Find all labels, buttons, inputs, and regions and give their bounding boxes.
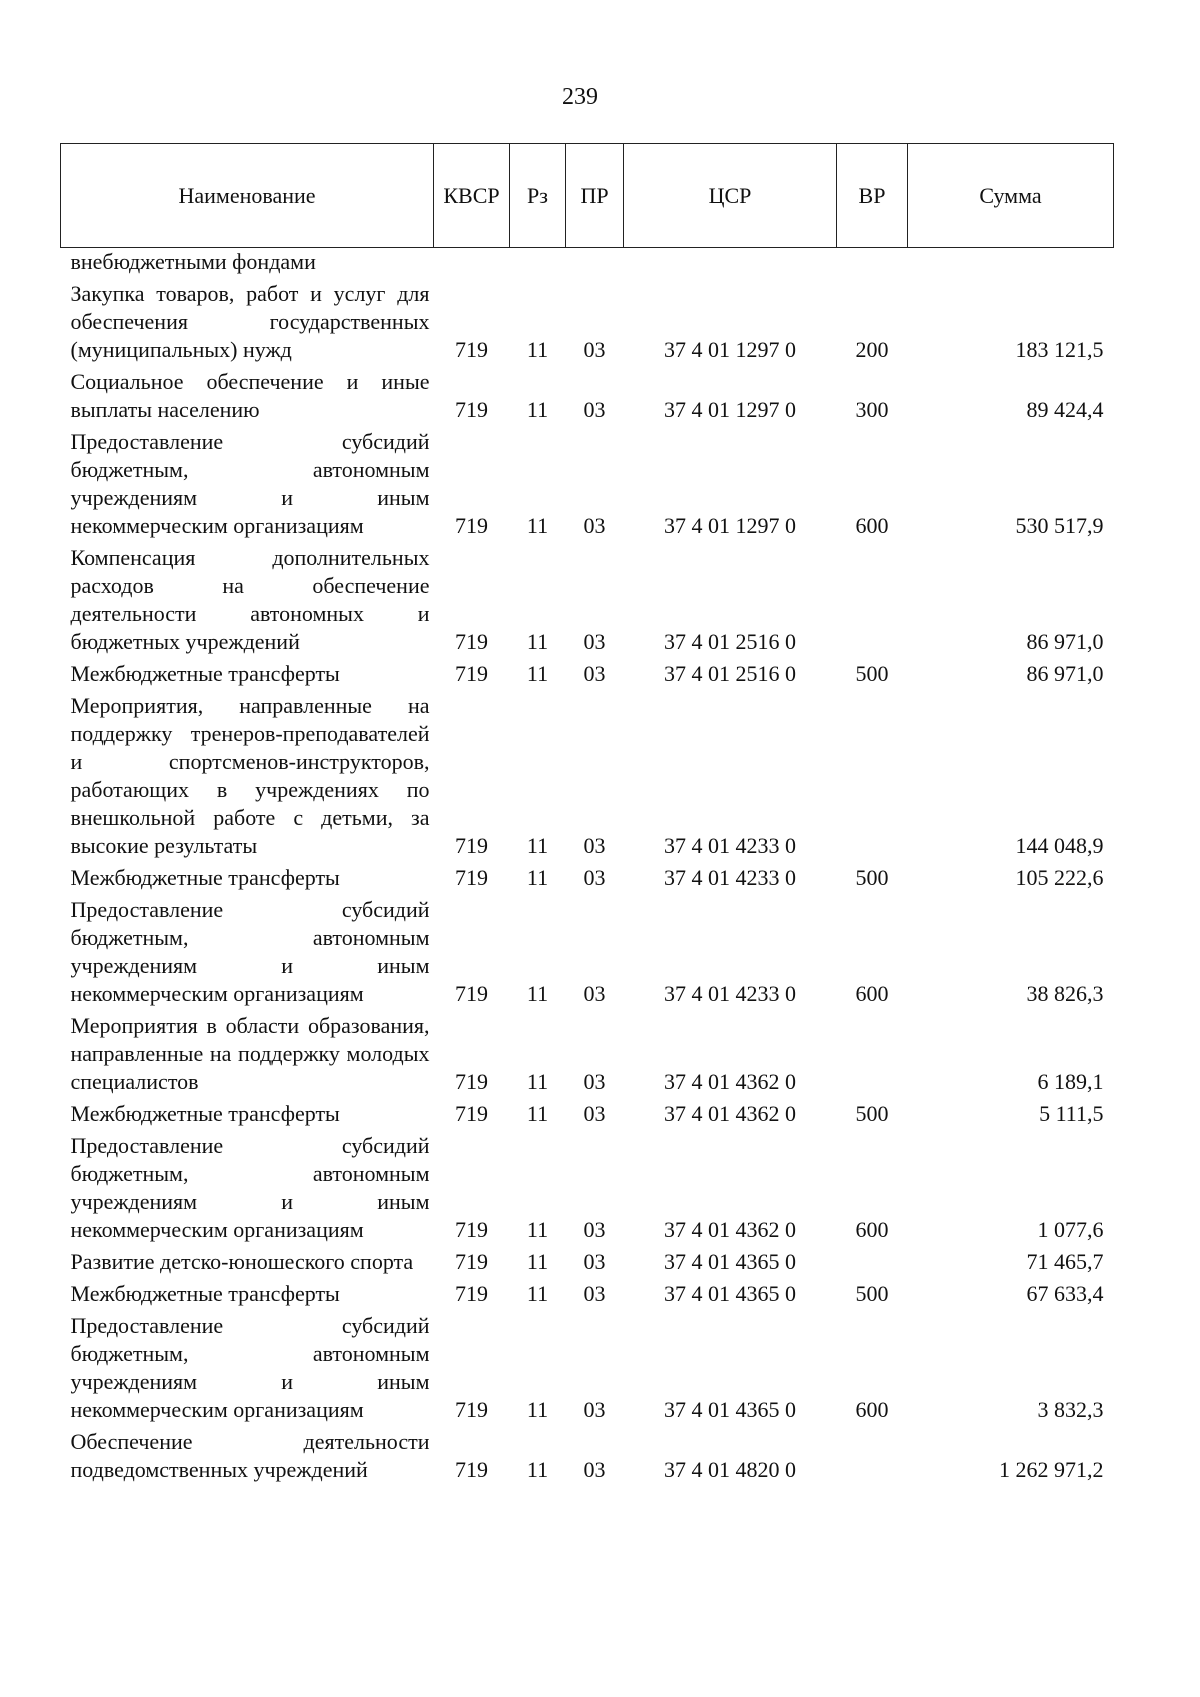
row-rz: 11 [526,1069,549,1094]
row-kvsr: 719 [455,661,488,686]
row-csr: 37 4 01 4233 0 [664,833,796,858]
row-vr: 500 [855,865,889,890]
row-name: Мероприятия в области образования, направленные на поддержку молодых специалистов [70,1013,430,1094]
row-sum: 67 633,4 [1026,1281,1104,1306]
row-kvsr: 719 [455,1069,488,1094]
row-rz: 11 [526,833,549,858]
header-csr: ЦСР [624,144,837,248]
row-kvsr: 719 [455,1397,488,1422]
row-name: Предоставление субсидий бюджетным, автономным учреждениям и иным некоммерческим организациям [70,429,430,538]
row-csr: 37 4 01 2516 0 [664,661,796,686]
table-row [61,1008,1114,1096]
row-rz: 11 [526,1281,549,1306]
row-rz: 11 [526,1249,549,1274]
header-rz: Рз [510,144,566,248]
row-pr: 03 [583,397,606,422]
row-sum: 530 517,9 [1015,513,1104,538]
row-vr [837,1424,908,1484]
header-vr: ВР [837,144,908,248]
row-vr: 600 [855,1397,889,1422]
header-sum: Сумма [908,144,1114,248]
row-sum: 105 222,6 [1015,865,1104,890]
row-vr [837,1244,908,1276]
row-name: Предоставление субсидий бюджетным, автономным учреждениям и иным некоммерческим организациям [70,1313,430,1422]
row-pr: 03 [583,1397,606,1422]
header-pr: ПР [566,144,624,248]
page-number: 239 [562,84,598,110]
row-vr: 200 [855,337,889,362]
row-name: Предоставление субсидий бюджетным, автономным учреждениям и иным некоммерческим организациям [70,897,430,1006]
row-pr: 03 [583,661,606,686]
row-sum: 86 971,0 [1026,661,1104,686]
row-csr: 37 4 01 4820 0 [664,1457,796,1482]
table-row [61,1424,1114,1484]
row-name: Обеспечение деятельности подведомственных учреждений [70,1429,430,1482]
row-sum: 183 121,5 [1015,337,1104,362]
row-kvsr: 719 [455,1217,488,1242]
table-row [61,1276,1114,1308]
continuation-text: внебюджетными фондами [70,249,316,274]
table-row [61,860,1114,892]
table-row [61,364,1114,424]
row-name: Компенсация дополнительных расходов на обеспечение деятельности автономных и бюджетных учреждений [70,545,430,654]
row-sum: 1 262 971,2 [999,1457,1104,1482]
continuation-row [61,248,1114,277]
row-pr: 03 [583,1281,606,1306]
row-sum: 3 832,3 [1037,1397,1104,1422]
row-name: Предоставление субсидий бюджетным, автономным учреждениям и иным некоммерческим организациям [70,1133,430,1242]
row-sum: 144 048,9 [1015,833,1104,858]
table-row [61,688,1114,860]
table-row [61,1244,1114,1276]
row-pr: 03 [583,1101,606,1126]
row-name: Межбюджетные трансферты [70,865,340,890]
table-header [61,144,1114,248]
row-kvsr: 719 [455,865,488,890]
row-rz: 11 [526,661,549,686]
row-rz: 11 [526,865,549,890]
row-sum: 5 111,5 [1039,1101,1104,1126]
row-csr: 37 4 01 4362 0 [664,1069,796,1094]
table-row [61,424,1114,540]
row-rz: 11 [526,629,549,654]
row-sum: 89 424,4 [1026,397,1104,422]
table-row [61,276,1114,364]
row-rz: 11 [526,397,549,422]
row-vr: 300 [855,397,889,422]
table-row [61,1308,1114,1424]
row-kvsr: 719 [455,1281,488,1306]
row-vr: 600 [855,981,889,1006]
row-rz: 11 [526,1457,549,1482]
row-pr: 03 [583,833,606,858]
row-csr: 37 4 01 1297 0 [664,337,796,362]
row-csr: 37 4 01 4233 0 [664,981,796,1006]
row-csr: 37 4 01 4365 0 [664,1397,796,1422]
row-vr [837,1008,908,1096]
row-name: Развитие детско-юношеского спорта [70,1249,414,1274]
header-kvsr: КВСР [434,144,510,248]
row-csr: 37 4 01 4233 0 [664,865,796,890]
header-name: Наименование [61,144,434,248]
row-kvsr: 719 [455,1101,488,1126]
row-name: Межбюджетные трансферты [70,661,340,686]
row-pr: 03 [583,1217,606,1242]
table-row [61,656,1114,688]
table-row [61,892,1114,1008]
row-rz: 11 [526,1217,549,1242]
row-csr: 37 4 01 4362 0 [664,1217,796,1242]
budget-table [60,143,1114,1484]
row-kvsr: 719 [455,397,488,422]
row-kvsr: 719 [455,1457,488,1482]
row-pr: 03 [583,513,606,538]
row-vr [837,540,908,656]
row-vr [837,688,908,860]
row-sum: 86 971,0 [1026,629,1104,654]
row-pr: 03 [583,337,606,362]
row-rz: 11 [526,981,549,1006]
row-pr: 03 [583,1069,606,1094]
row-kvsr: 719 [455,981,488,1006]
table-row [61,1128,1114,1244]
row-vr: 600 [855,1217,889,1242]
row-pr: 03 [583,1249,606,1274]
row-csr: 37 4 01 4365 0 [664,1249,796,1274]
row-sum: 6 189,1 [1037,1069,1104,1094]
row-kvsr: 719 [455,513,488,538]
row-pr: 03 [583,1457,606,1482]
row-pr: 03 [583,865,606,890]
row-name: Мероприятия, направленные на поддержку тренеров-преподавателей и спортсменов-инструкторов, работающих в учреждениях по внешкольной работе с детьми, за высокие результаты [70,693,430,858]
row-vr: 600 [855,513,889,538]
row-pr: 03 [583,629,606,654]
row-vr: 500 [855,1101,889,1126]
row-rz: 11 [526,1397,549,1422]
row-kvsr: 719 [455,1249,488,1274]
row-sum: 71 465,7 [1026,1249,1104,1274]
row-csr: 37 4 01 4365 0 [664,1281,796,1306]
row-rz: 11 [526,337,549,362]
table-body [61,248,1114,1485]
row-kvsr: 719 [455,833,488,858]
table-row [61,540,1114,656]
row-rz: 11 [526,513,549,538]
row-kvsr: 719 [455,629,488,654]
row-csr: 37 4 01 1297 0 [664,513,796,538]
row-name: Межбюджетные трансферты [70,1101,340,1126]
row-rz: 11 [526,1101,549,1126]
row-name: Социальное обеспечение и иные выплаты населению [70,369,430,422]
row-csr: 37 4 01 2516 0 [664,629,796,654]
row-vr: 500 [855,661,889,686]
row-name: Межбюджетные трансферты [70,1281,340,1306]
row-vr: 500 [855,1281,889,1306]
row-sum: 1 077,6 [1037,1217,1104,1242]
table-row [61,1096,1114,1128]
row-sum: 38 826,3 [1026,981,1104,1006]
row-pr: 03 [583,981,606,1006]
row-csr: 37 4 01 4362 0 [664,1101,796,1126]
row-kvsr: 719 [455,337,488,362]
row-name: Закупка товаров, работ и услуг для обеспечения государственных (муниципальных) нужд [70,281,430,362]
row-csr: 37 4 01 1297 0 [664,397,796,422]
